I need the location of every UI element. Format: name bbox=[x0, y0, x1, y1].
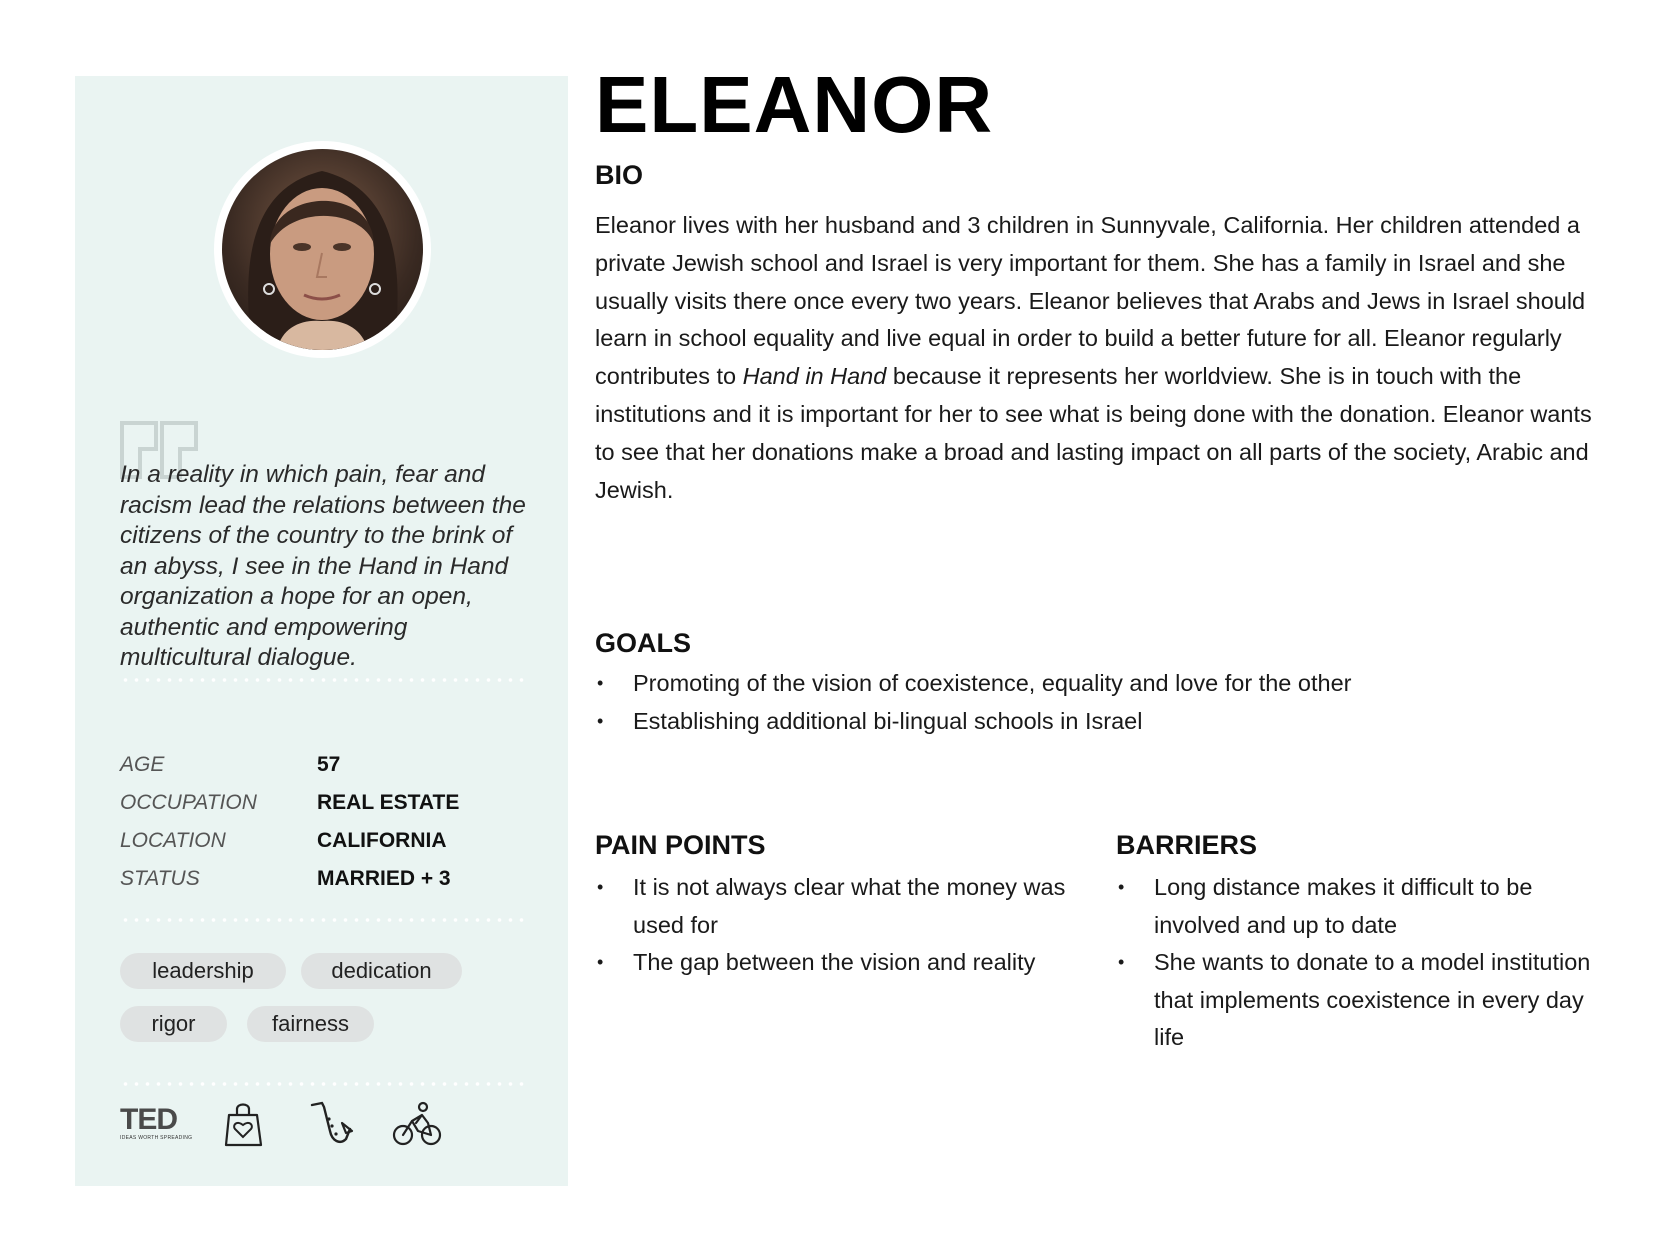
stat-label: OCCUPATION bbox=[120, 791, 257, 814]
trait-tag: fairness bbox=[247, 1006, 374, 1042]
stat-value: 57 bbox=[317, 753, 341, 776]
bio-emphasis: Hand in Hand bbox=[742, 363, 887, 390]
list-item: • The gap between the vision and reality bbox=[595, 944, 1095, 982]
stat-value: CALIFORNIA bbox=[317, 829, 447, 852]
stat-label: LOCATION bbox=[120, 829, 226, 852]
barriers-heading: BARRIERS bbox=[1116, 830, 1258, 860]
stat-row-location bbox=[120, 822, 540, 860]
persona-name: ELEANOR bbox=[595, 60, 994, 149]
bio-heading: BIO bbox=[595, 160, 644, 190]
saxophone-icon bbox=[308, 1101, 354, 1149]
avatar bbox=[222, 149, 423, 350]
goals-list bbox=[595, 665, 1595, 740]
avatar-portrait-icon bbox=[222, 149, 423, 350]
dotted-divider bbox=[120, 678, 525, 682]
pain-points-list bbox=[595, 869, 1095, 982]
trait-tag: leadership bbox=[120, 953, 286, 989]
stat-row-age bbox=[120, 746, 540, 784]
dotted-divider bbox=[120, 918, 525, 922]
stat-value: REAL ESTATE bbox=[317, 791, 460, 814]
list-item: • Establishing additional bi-lingual schools in Israel bbox=[595, 703, 1595, 741]
interests-row bbox=[120, 1101, 450, 1151]
stat-value: MARRIED + 3 bbox=[317, 867, 451, 890]
avatar-frame bbox=[214, 141, 431, 358]
barriers-list bbox=[1116, 869, 1594, 1057]
ted-logo-icon: TED IDEAS WORTH SPREADING bbox=[120, 1103, 193, 1141]
profile-card bbox=[75, 76, 568, 1186]
stats-table bbox=[120, 746, 540, 898]
trait-tag: rigor bbox=[120, 1006, 227, 1042]
stat-row-occupation bbox=[120, 784, 540, 822]
stat-label: STATUS bbox=[120, 867, 200, 890]
shopping-bag-heart-icon bbox=[223, 1101, 265, 1147]
list-item: • Long distance makes it difficult to be involved and up to date bbox=[1116, 869, 1594, 944]
persona-quote: In a reality in which pain, fear and racism lead the relations between the citizens of the country to the brink of an abyss, I see in the Hand in Hand organization a hope for an open, authentic and empowering multicultural dialogue. bbox=[120, 461, 526, 671]
dotted-divider bbox=[120, 1082, 525, 1086]
stat-row-status bbox=[120, 860, 540, 898]
list-item: • She wants to donate to a model institution that implements coexistence in every day life bbox=[1116, 944, 1594, 1057]
list-item: • Promoting of the vision of coexistence, equality and love for the other bbox=[595, 665, 1595, 703]
list-item: • It is not always clear what the money was used for bbox=[595, 869, 1095, 944]
trait-tag: dedication bbox=[301, 953, 462, 989]
goals-heading: GOALS bbox=[595, 628, 692, 658]
pain-points-heading: PAIN POINTS bbox=[595, 830, 766, 860]
bio-text: Eleanor lives with her husband and 3 children in Sunnyvale, California. Her children attended a private Jewish school and Israel is very important for them. She has a family in Israel and she usually visits there once every two years. Eleanor believes that Arabs and Jews in Israel should learn in school equality and live equal in order to build a better future for all. Eleanor regularly contributes to Hand in Hand because it represents her worldview. She is in touch with the institutions and it is important for her to see what is being done with the donation. Eleanor wants to see that her donations make a broad and lasting impact on all parts of the society, Arabic and Jewish. bbox=[595, 212, 1592, 503]
stat-label: AGE bbox=[120, 753, 165, 776]
cyclist-icon bbox=[392, 1101, 442, 1147]
